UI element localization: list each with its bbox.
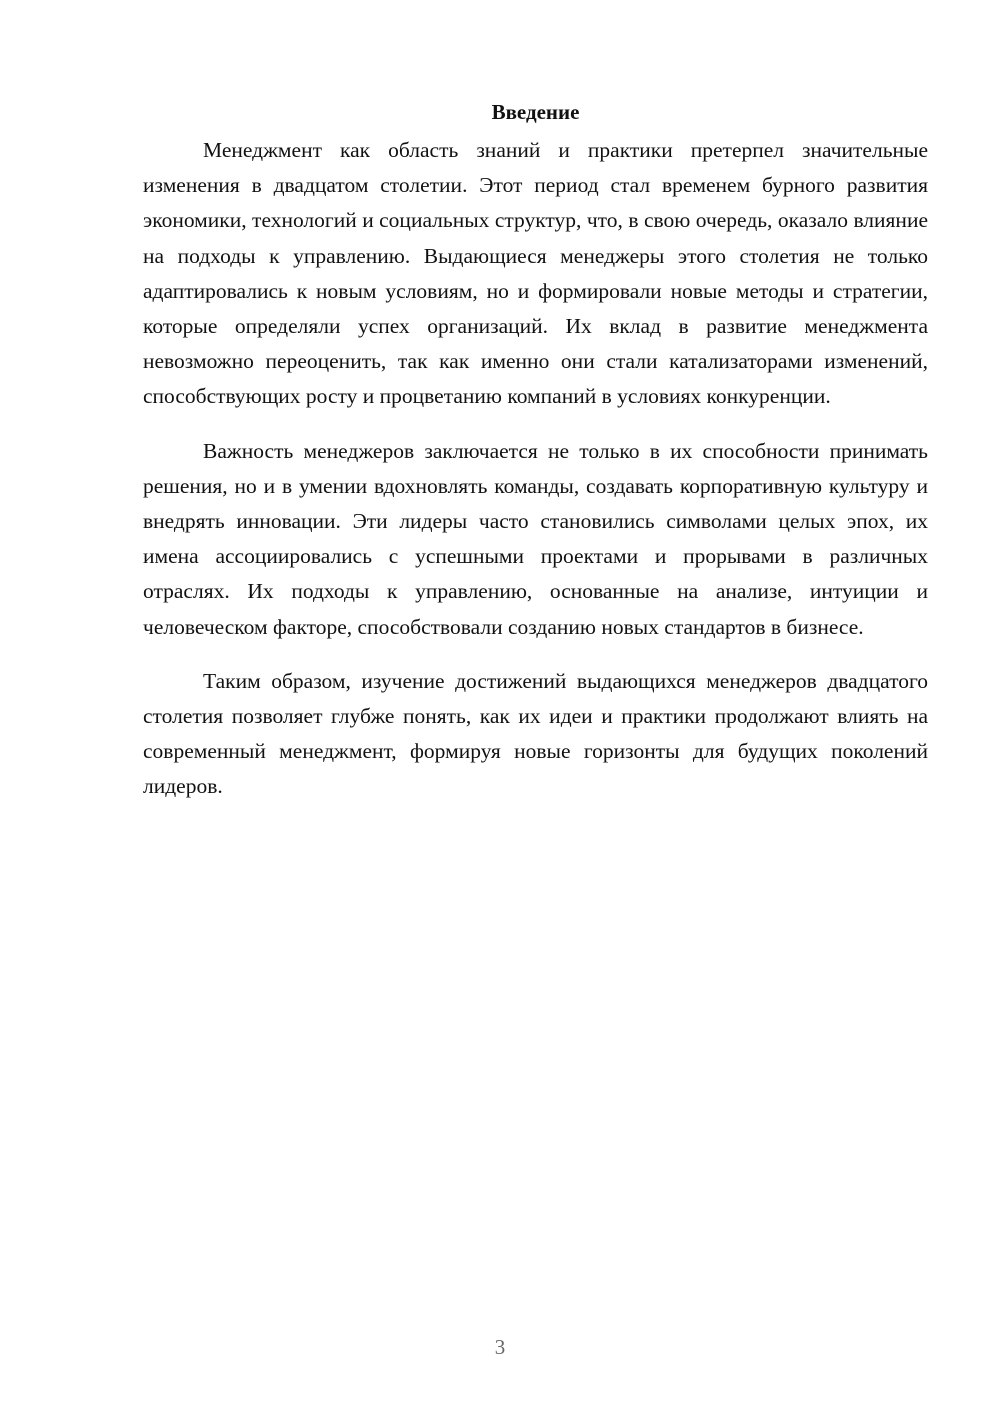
- page-content: [143, 97, 928, 824]
- section-title: Введение: [491, 100, 580, 124]
- paragraph-3: Таким образом, изучение достижений выдающихся менеджеров двадцатого столетия позволяет глубже понять, как их идеи и практики продолжают влиять на современный менеджмент, формируя новые горизонты для будущих поколений лидеров.: [143, 668, 928, 799]
- page-number: 3: [494, 1335, 506, 1359]
- paragraph-2: Важность менеджеров заключается не только в их способности принимать решения, но и в умении вдохновлять команды, создавать корпоративную культуру и внедрять инновации. Эти лидеры часто становились символами целых эпох, их имена ассоциировались с успешными проектами и прорывами в различных отраслях. Их подходы к управлению, основанные на анализе, интуиции и человеческом факторе, способствовали созданию новых стандартов в бизнесе.: [143, 438, 928, 639]
- paragraph-1: Менеджмент как область знаний и практики претерпел значительные изменения в двадцатом столетии. Этот период стал временем бурного развития экономики, технологий и социальных структур, что, в свою очередь, оказало влияние на подходы к управлению. Выдающиеся менеджеры этого столетия не только адаптировались к новым условиям, но и формировали новые методы и стратегии, которые определяли успех организаций. Их вклад в развитие менеджмента невозможно переоценить, так как именно они стали катализаторами изменений, способствующих росту и процветанию компаний в условиях конкуренции.: [143, 138, 928, 409]
